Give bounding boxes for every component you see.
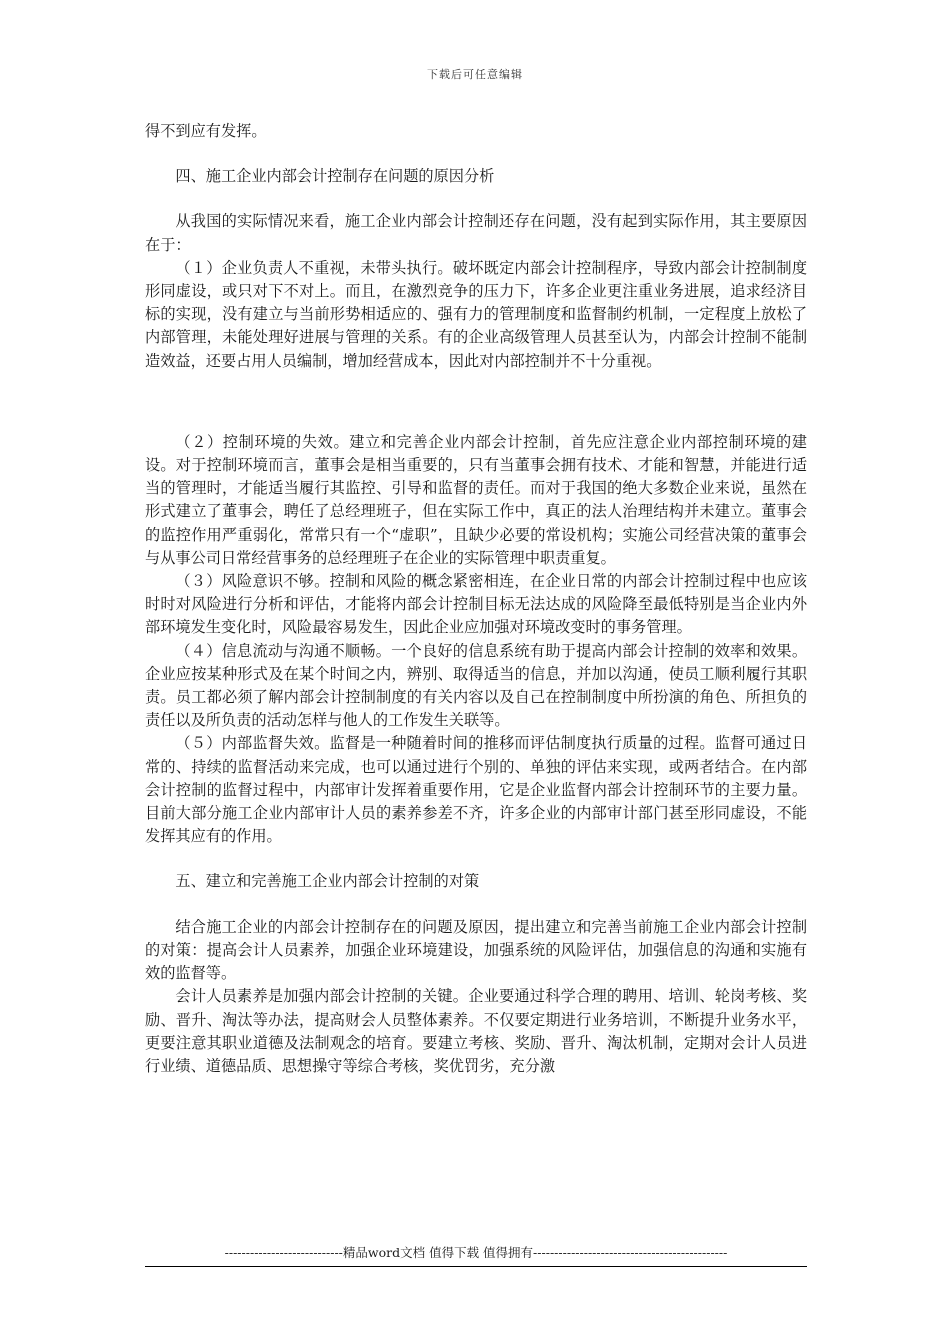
page-header: 下载后可任意编辑	[427, 68, 523, 81]
paragraph-continuation: 得不到应有发挥。	[145, 122, 267, 140]
document-body	[145, 120, 807, 1078]
paragraph-item-2: （２）控制环境的失效。建立和完善企业内部会计控制，首先应注意企业内部控制环境的建设。对于控制环境而言，董事会是相当重要的，只有当董事会拥有技术、才能和智慧，并能进行适当的管理时，才能适当履行其监控、引导和监督的责任。而对于我国的绝大多数企业来说，虽然在形式建立了董事会，聘任了总经理班子，但在实际工作中，真正的法人治理结构并未建立。董事会的监控作用严重弱化，常常只有一个“虚职”，且缺少必要的常设机构；实施公司经营决策的董事会与从事公司日常经营事务的总经理班子在企业的实际管理中职责重复。	[145, 432, 807, 567]
section-heading-4: 四、施工企业内部会计控制存在问题的原因分析	[175, 167, 495, 186]
paragraph-item-3: （３）风险意识不够。控制和风险的概念紧密相连，在企业日常的内部会计控制过程中也应该时时对风险进行分析和评估，才能将内部会计控制目标无法达成的风险降至最低特别是当企业内外部环境发生变化时，风险最容易发生，因此企业应加强对环境改变时的事务管理。	[145, 572, 807, 637]
paragraph-countermeasures: 结合施工企业的内部会计控制存在的问题及原因，提出建立和完善当前施工企业内部会计控制的对策：提高会计人员素养，加强企业环境建设，加强系统的风险评估，加强信息的沟通和实施有效的监督等。	[145, 917, 807, 983]
paragraph-item-1: （１）企业负责人不重视，未带头执行。破坏既定内部会计控制程序，导致内部会计控制制度形同虚设，或只对下不对上。而且，在激烈竞争的压力下，许多企业更注重业务进展，追求经济目标的实现，没有建立与当前形势相适应的、强有力的管理制度和监督制约机制，一定程度上放松了内部管理，未能处理好进展与管理的关系。有的企业高级管理人员甚至认为，内部会计控制不能制造效益，还要占用人员编制，增加经营成本，因此对内部控制并不十分重视。	[145, 258, 807, 370]
paragraph-item-5: （５）内部监督失效。监督是一种随着时间的推移而评估制度执行质量的过程。监督可通过日常的、持续的监督活动来完成，也可以通过进行个别的、单独的评估来实现，或两者结合。在内部会计控制的监督过程中，内部审计发挥着重要作用，它是企业监督内部会计控制环节的主要力量。目前大部分施工企业内部审计人员的素养参差不齐，许多企业的内部审计部门甚至形同虚设，不能发挥其应有的作用。	[145, 734, 807, 846]
section-heading-5: 五、建立和完善施工企业内部会计控制的对策	[175, 872, 480, 891]
paragraph-intro: 从我国的实际情况来看，施工企业内部会计控制还存在问题，没有起到实际作用，其主要原因在于：	[145, 212, 807, 254]
page-footer: ----------------------------精品word文档 值得下载 值得拥有----------------------------------------------	[145, 1244, 807, 1267]
paragraph-accountant-quality: 会计人员素养是加强内部会计控制的关键。企业要通过科学合理的聘用、培训、轮岗考核、奖励、晋升、淘汰等办法，提高财会人员整体素养。不仅要定期进行业务培训，不断提升业务水平，更要注意其职业道德及法制观念的培育。要建立考核、奖励、晋升、淘汰机制，定期对会计人员进行业绩、道德品质、思想操守等综合考核，奖优罚劣，充分激	[145, 987, 807, 1075]
paragraph-item-4: （４）信息流动与沟通不顺畅。一个良好的信息系统有助于提高内部会计控制的效率和效果。企业应按某种形式及在某个时间之内，辨别、取得适当的信息，并加以沟通，使员工顺利履行其职责。员工都必须了解内部会计控制制度的有关内容以及自己在控制制度中所扮演的角色、所担负的责任以及所负责的活动怎样与他人的工作发生关联等。	[145, 641, 807, 730]
